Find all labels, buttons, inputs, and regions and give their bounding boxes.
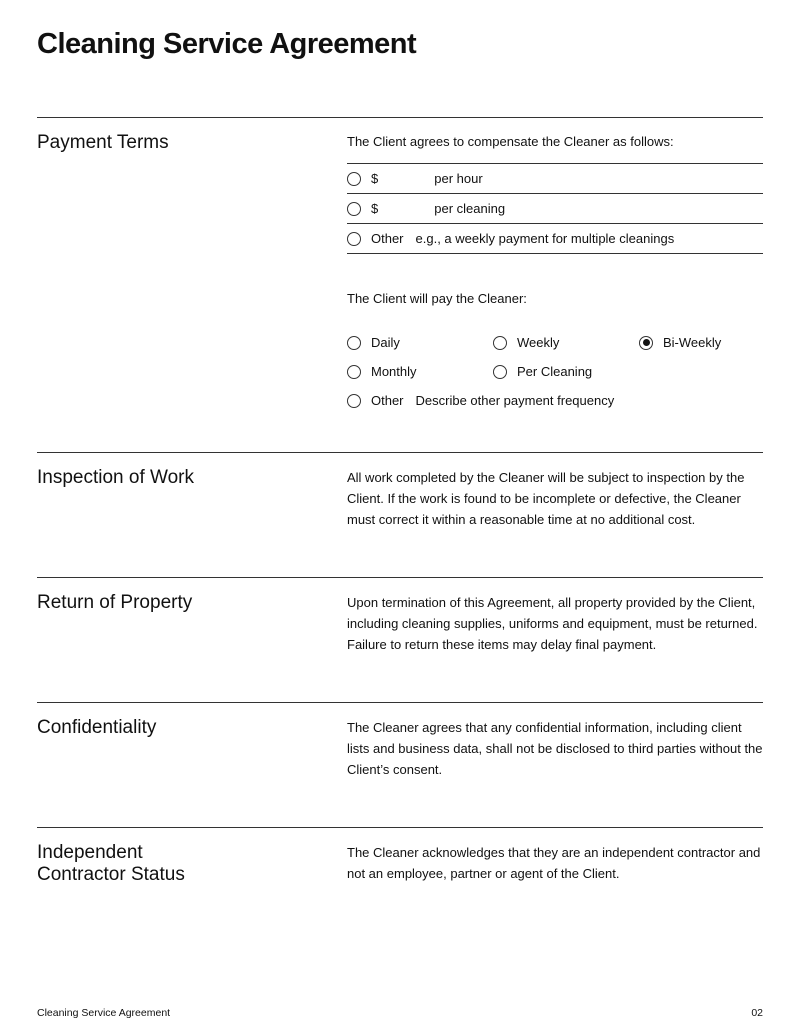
rate-option-other[interactable] bbox=[347, 224, 763, 254]
radio-hourly[interactable] bbox=[347, 172, 361, 186]
section-payment-terms bbox=[37, 117, 763, 453]
section-heading: Return of Property bbox=[37, 592, 193, 613]
section-body: Upon termination of this Agreement, all property provided by the Client, including cleaning supplies, uniforms and equipment, must be returned. Failure to return these items may delay final payment. bbox=[347, 595, 758, 652]
page-number: 02 bbox=[751, 1007, 763, 1019]
section-body: All work completed by the Cleaner will be subject to inspection by the Client. If the work is found to be incomplete or defective, the Cleaner must correct it within a reasonable time at no additional cost. bbox=[347, 470, 745, 527]
freq-other[interactable] bbox=[347, 390, 716, 411]
hourly-rate-input[interactable] bbox=[382, 168, 434, 189]
section-heading: Independent Contractor Status bbox=[37, 842, 185, 885]
section-inspection-of-work bbox=[37, 452, 763, 578]
section-body: The Cleaner acknowledges that they are an independent contractor and not an employee, partner or agent of the Client. bbox=[347, 845, 761, 881]
per-hour-label: per hour bbox=[434, 171, 483, 186]
radio-per-cleaning-freq[interactable] bbox=[493, 365, 507, 379]
section-heading: Payment Terms bbox=[37, 132, 169, 153]
freq-bi-weekly[interactable] bbox=[639, 332, 721, 353]
per-cleaning-rate-input[interactable] bbox=[382, 198, 434, 219]
freq-per-cleaning[interactable] bbox=[493, 361, 592, 382]
option-label: Monthly bbox=[371, 364, 417, 379]
section-confidentiality bbox=[37, 702, 763, 828]
option-label: Daily bbox=[371, 335, 400, 350]
footer-title: Cleaning Service Agreement bbox=[37, 1007, 171, 1019]
other-frequency-input[interactable] bbox=[416, 390, 716, 411]
rate-option-hourly[interactable] bbox=[347, 163, 763, 194]
payment-intro: The Client agrees to compensate the Cleaner as follows: bbox=[347, 134, 674, 149]
section-return-of-property bbox=[37, 577, 763, 703]
page-title: Cleaning Service Agreement bbox=[37, 28, 417, 60]
option-label: Weekly bbox=[517, 335, 560, 350]
option-label: Per Cleaning bbox=[517, 364, 593, 379]
radio-weekly[interactable] bbox=[493, 336, 507, 350]
rate-option-per-cleaning[interactable] bbox=[347, 194, 763, 224]
currency-symbol: $ bbox=[371, 171, 379, 186]
radio-other-rate[interactable] bbox=[347, 232, 361, 246]
frequency-intro: The Client will pay the Cleaner: bbox=[347, 291, 527, 306]
radio-other-frequency[interactable] bbox=[347, 394, 361, 408]
freq-monthly[interactable] bbox=[347, 361, 417, 382]
option-label: Other bbox=[371, 393, 404, 408]
currency-symbol: $ bbox=[371, 201, 379, 216]
freq-weekly[interactable] bbox=[493, 332, 559, 353]
section-heading: Confidentiality bbox=[37, 717, 157, 738]
radio-per-cleaning[interactable] bbox=[347, 202, 361, 216]
radio-daily[interactable] bbox=[347, 336, 361, 350]
other-rate-input[interactable] bbox=[416, 228, 746, 249]
other-label: Other bbox=[371, 231, 404, 246]
option-label: Bi-Weekly bbox=[663, 335, 722, 350]
freq-daily[interactable] bbox=[347, 332, 400, 353]
radio-monthly[interactable] bbox=[347, 365, 361, 379]
per-cleaning-label: per cleaning bbox=[434, 201, 506, 216]
section-independent-contractor bbox=[37, 827, 763, 953]
section-heading: Inspection of Work bbox=[37, 467, 195, 488]
section-body: The Cleaner agrees that any confidential information, including client lists and business data, shall not be disclosed to third parties without the Client’s consent. bbox=[347, 720, 763, 777]
radio-bi-weekly-selected[interactable] bbox=[639, 336, 653, 350]
